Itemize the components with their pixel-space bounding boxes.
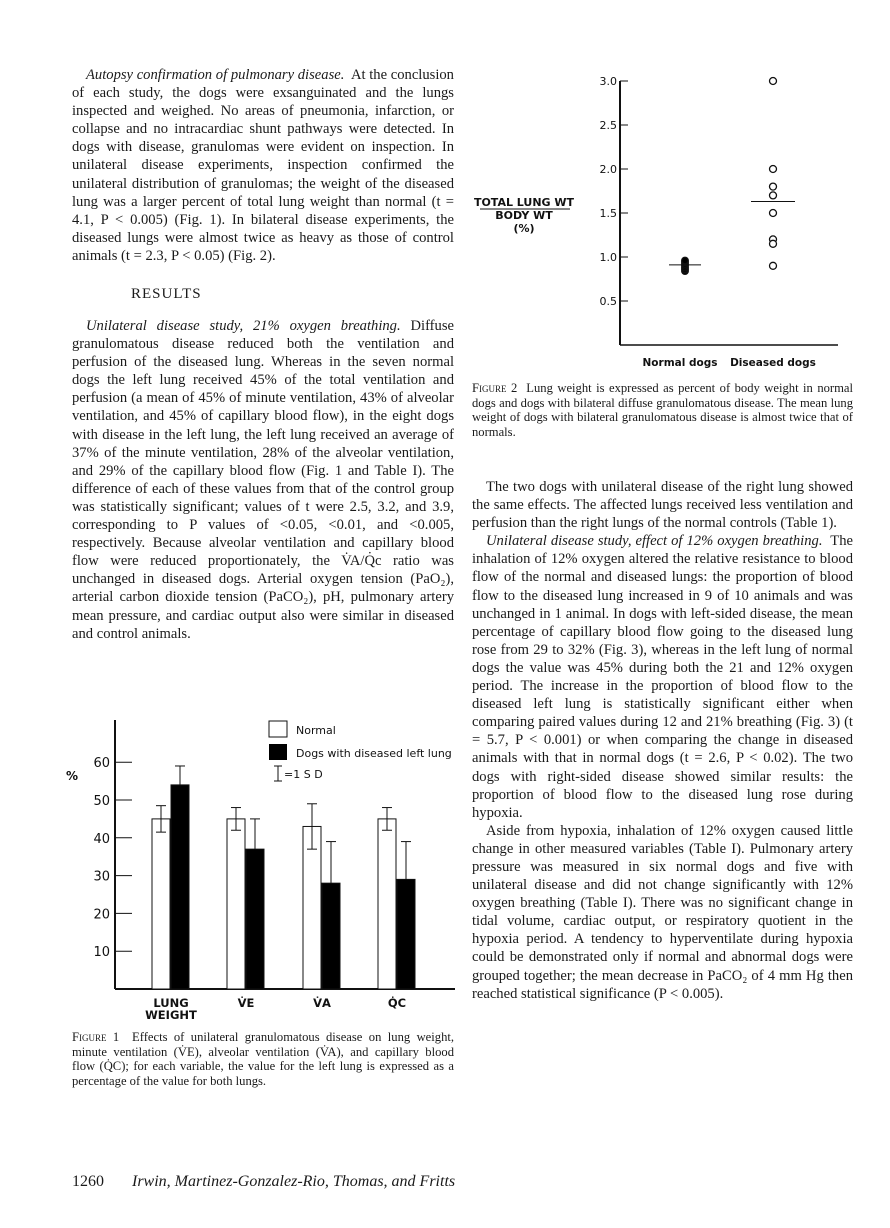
y-tick-label: 20 [93,907,110,923]
legend-sd-icon [274,766,282,781]
figure1-text: Effects of unilateral granulomatous disease on lung weight, minute ventilation (V̇E), alveolar ventilation (V̇A), and capillary blood flow (Q̇C); for each variable, the value for the left lung is expressed as a percentage of the value for both lungs. [72,1030,455,1088]
unilateral-12-title: Unilateral disease study, effect of 12% oxygen breathing. [486,533,823,550]
bar-normal [227,819,245,989]
y-tick-label: 2.0 [599,163,617,176]
legend-diseased-swatch [269,744,287,760]
x-tick-label: V̇A [313,996,331,1010]
bar-normal [378,819,396,989]
legend-diseased-label: Dogs with diseased left lung [296,747,452,760]
autopsy-paragraph [72,66,454,265]
y-axis-label: % [66,769,79,783]
autopsy-body: At the conclusion of each study, the dogs were exsanguinated and the lungs inspected and weighed. No areas of pneumonia, infarction, or collapse and no intracardiac shunt pathways were detected. In dogs with disease, granulomas were evident on inspection. In unilateral disease experiments, inspection confirmed the unilateral distribution of granulomas; the weight of the diseased lung was a larger percent of total lung weight than normal (t = 4.1, P < 0.005) (Fig. 1). In bilateral disease experiments, the diseased lungs were almost twice as heavy as those of control animals (t = 2.3, P < 0.05) (Fig. 2). [72,67,454,264]
y-tick-label: 0.5 [599,295,617,308]
unilateral-12-body: The inhalation of 12% oxygen altered the relative resistance to blood flow of the normal and diseased lungs: the proportion of blood flow to the diseased lung increased in 9 of 10 animals and was unchanged in 1 animal. In dogs with left-sided disease, the mean percentage of capillary blood flow going to the diseased lung rose from 29 to 32% (Fig. 3), whereas in the left lung of normal dogs the value was 45% during both the 21 and 12% oxygen period. The increase in the proportion of blood flow to the diseased left lung is statistically significant either when comparing paired values during 12 and 21% breathing (Fig. 3) (t = 5.7, P < 0.001) or when comparing the change in diseased animals with that in normal dogs (t = 2.6, P < 0.02). The two dogs with right-sided disease showed similar results: the proportion of blood flow to the diseased lung rose during hypoxia. [472,533,853,821]
data-point [770,240,777,247]
data-point [770,210,777,217]
right-column [472,478,853,1003]
bar-diseased [397,879,415,989]
footer-authors: Irwin, Martinez-Gonzalez-Rio, Thomas, and Fritts [132,1173,456,1190]
data-point [682,257,689,264]
unilateral-21-body: Diffuse granulomatous disease reduced both the ventilation and perfusion of the diseased lung. Whereas in the seven normal dogs the left lung received 45% of the total ventilation and perfusion (a mean of 45% of minute ventilation, 43% of alveolar ventilation, and 45% of capillary blood flow), in the eight dogs with disease in the left lung, the left lung received an average of 37% of the minute ventilation, 28% of the alveolar ventilation, and 29% of the capillary blood flow (Fig. 1 and Table I). The difference of each of these values from that of the control group was statistically significant; values of t were 2.5, 3.2, and 3.9, corresponding to P values of <0.05, <0.01, and <0.005, respectively. Because alveolar ventilation and capillary blood flow were reduced proportionately, the V̇A/Q̇c ratio was unchanged in diseased dogs. Arterial oxygen tension (PaO₂), arterial carbon dioxide tension (PaCO₂), pH, pulmonary artery mean pressure, and cardiac output also were similar in diseased and control animals. [72,318,454,642]
figure2-caption [472,381,853,439]
y-tick-label: 1.5 [599,207,617,220]
y-tick-label: 3.0 [599,75,617,88]
x-tick-label: Diseased dogs [730,357,816,369]
y-tick-label: 30 [93,869,110,885]
data-point [770,166,777,173]
y-axis-label: BODY WT [495,209,553,222]
data-point [770,78,777,85]
figure1-label: Figure 1 [72,1030,120,1044]
bar-normal [303,826,321,989]
legend-normal-swatch [269,721,287,737]
x-tick-label: V̇E [237,996,255,1010]
page-number: 1260 [72,1173,104,1190]
y-tick-label: 60 [93,756,110,772]
unilateral-21-title: Unilateral disease study, 21% oxygen breathing. [86,318,401,334]
unilateral-21-paragraph [72,317,454,643]
figure1-caption [72,1030,454,1088]
right-lung-paragraph: The two dogs with unilateral disease of the right lung showed the same effects. The affected lungs received less ventilation and perfusion than the right lungs of the normal controls (Table 1). [472,479,853,532]
figure2-scatter-chart [470,70,850,375]
left-column-results [72,317,454,643]
x-tick-label: Q̇C [387,996,407,1010]
y-tick-label: 50 [93,794,110,809]
bar-diseased [171,785,189,989]
x-tick-label: WEIGHT [145,1008,197,1020]
figure1-bar-chart [60,715,460,1020]
y-axis-label: (%) [513,222,535,235]
unilateral-12-paragraph [472,532,853,822]
data-point [770,262,777,269]
legend-sd-label: =1 S D [284,768,323,781]
data-point [770,183,777,190]
y-tick-label: 1.0 [599,251,617,264]
bar-diseased [246,849,264,989]
y-axis-label: TOTAL LUNG WT [473,196,575,209]
bar-diseased [322,883,340,989]
data-point [770,192,777,199]
left-column [72,66,454,265]
y-tick-label: 40 [93,831,110,847]
page-footer [72,1173,455,1191]
results-heading: RESULTS [131,286,202,302]
legend-normal-label: Normal [296,724,336,737]
autopsy-title: Autopsy confirmation of pulmonary disease. [86,67,345,83]
y-tick-label: 2.5 [599,119,617,132]
x-tick-label: Normal dogs [642,357,718,369]
y-tick-label: 10 [93,945,110,961]
hypoxia-paragraph: Aside from hypoxia, inhalation of 12% oxygen caused little change in other measured variables (Table I). Pulmonary artery pressure was measured in six normal dogs and five with unilateral disease and did not change significantly with 12% oxygen breathing (Table I). There was no significant change in tidal volume, cardiac output, or respiratory quotient in the hypoxia period. A tendency to hyperventilate during hypoxia could be demonstrated only if normal and abnormal dogs were grouped together; the mean decrease in PaCO₂ of 4 mm Hg then reached statistical significance (P < 0.005). [472,822,853,1002]
figure2-text: Lung weight is expressed as percent of body weight in normal dogs and dogs with bilateral diffuse granulomatous disease. The mean lung weight of dogs with bilateral granulomatous disease is almost twice that of normals. [472,381,854,439]
bar-normal [152,819,170,989]
figure2-label: Figure 2 [472,381,518,395]
x-tick-label: LUNG [153,996,189,1010]
